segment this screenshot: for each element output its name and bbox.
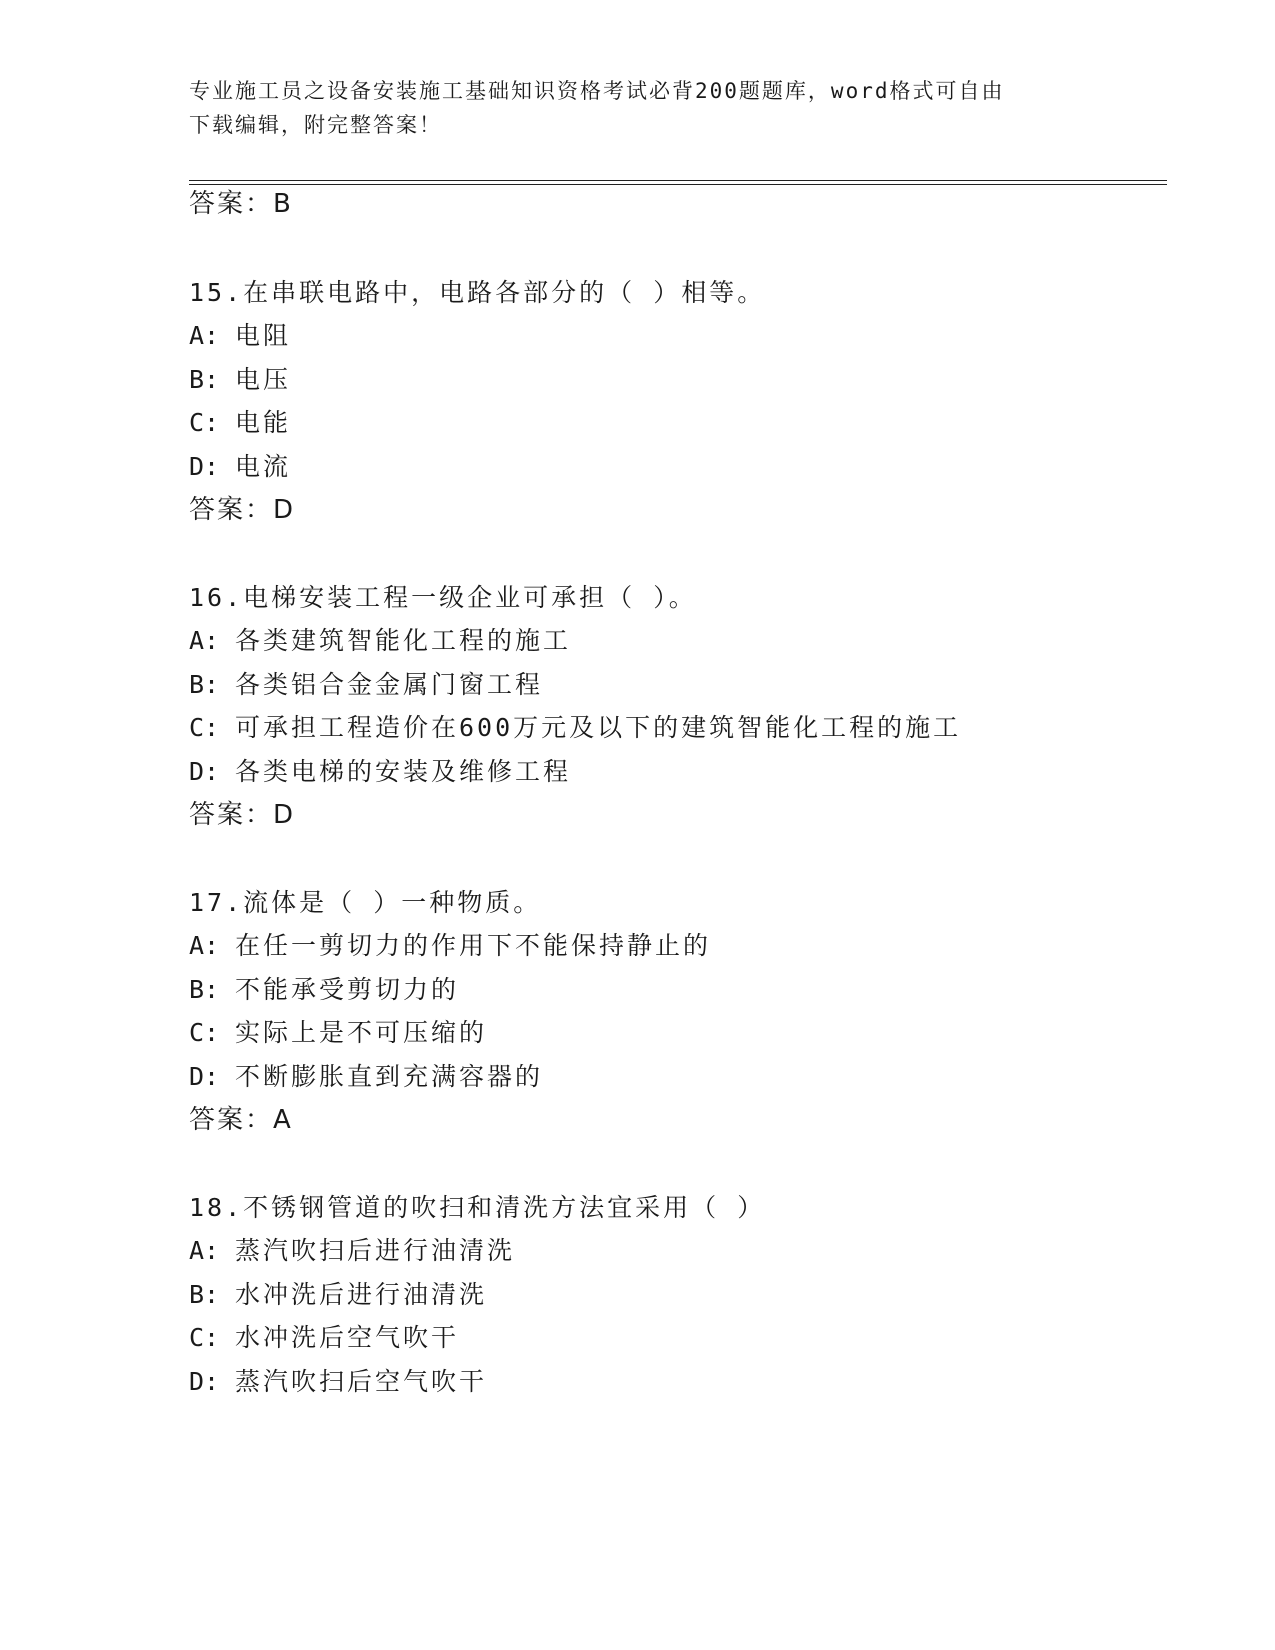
option-letter: C: <box>189 713 220 742</box>
answer-line: 答案：D <box>189 495 296 525</box>
option-letter: B: <box>189 670 220 699</box>
option-letter: D: <box>189 1062 220 1091</box>
answer-line: 答案：B <box>189 189 293 219</box>
option-line <box>189 928 711 964</box>
option-letter: A: <box>189 1236 220 1265</box>
option-line <box>189 1320 459 1356</box>
question-stem: 18.不锈钢管道的吹扫和清洗方法宜采用（ ） <box>189 1193 766 1222</box>
header-divider-bottom <box>189 184 1167 185</box>
option-letter: A: <box>189 321 220 350</box>
option-letter: A: <box>189 931 220 960</box>
option-line <box>189 362 291 398</box>
option-text: 各类电梯的安装及维修工程 <box>235 757 572 786</box>
option-text: 蒸汽吹扫后空气吹干 <box>235 1367 488 1396</box>
option-text: 在任一剪切力的作用下不能保持静止的 <box>235 931 712 960</box>
header-divider-top <box>189 180 1167 181</box>
option-text: 水冲洗后空气吹干 <box>235 1323 460 1352</box>
option-letter: B: <box>189 1280 220 1309</box>
option-letter: B: <box>189 975 220 1004</box>
option-line <box>189 754 571 790</box>
answer-line: 答案：D <box>189 800 296 830</box>
question-stem: 16.电梯安装工程一级企业可承担（ ）。 <box>189 583 697 612</box>
option-line <box>189 972 459 1008</box>
option-line <box>189 1015 487 1051</box>
option-line <box>189 318 291 354</box>
option-text: 电流 <box>235 452 292 481</box>
option-letter: D: <box>189 1367 220 1396</box>
option-letter: C: <box>189 1018 220 1047</box>
option-text: 水冲洗后进行油清洗 <box>235 1280 488 1309</box>
option-text: 不断膨胀直到充满容器的 <box>235 1062 544 1091</box>
answer-line: 答案：A <box>189 1105 293 1135</box>
option-text: 各类铝合金金属门窗工程 <box>235 670 544 699</box>
option-letter: D: <box>189 452 220 481</box>
option-line <box>189 1364 487 1400</box>
document-header <box>189 74 1089 142</box>
option-text: 电阻 <box>235 321 292 350</box>
header-line-2: 下载编辑，附完整答案！ <box>189 113 442 137</box>
option-line <box>189 1059 543 1095</box>
option-line <box>189 1277 487 1313</box>
option-text: 不能承受剪切力的 <box>235 975 460 1004</box>
option-text: 各类建筑智能化工程的施工 <box>235 626 572 655</box>
option-line <box>189 405 291 441</box>
option-line <box>189 1233 515 1269</box>
option-text: 电压 <box>235 365 292 394</box>
option-text: 蒸汽吹扫后进行油清洗 <box>235 1236 516 1265</box>
option-line <box>189 449 291 485</box>
option-text: 电能 <box>235 408 292 437</box>
question-stem: 15.在串联电路中，电路各部分的（ ）相等。 <box>189 278 766 307</box>
option-line <box>189 623 571 659</box>
header-line-1: 专业施工员之设备安装施工基础知识资格考试必背200题题库，word格式可自由 <box>189 79 1005 103</box>
option-letter: C: <box>189 408 220 437</box>
option-letter: B: <box>189 365 220 394</box>
option-text: 实际上是不可压缩的 <box>235 1018 488 1047</box>
option-line <box>189 710 961 746</box>
option-letter: D: <box>189 757 220 786</box>
option-text: 可承担工程造价在600万元及以下的建筑智能化工程的施工 <box>235 713 962 742</box>
question-stem: 17.流体是（ ）一种物质。 <box>189 888 542 917</box>
option-letter: C: <box>189 1323 220 1352</box>
option-letter: A: <box>189 626 220 655</box>
option-line <box>189 667 543 703</box>
